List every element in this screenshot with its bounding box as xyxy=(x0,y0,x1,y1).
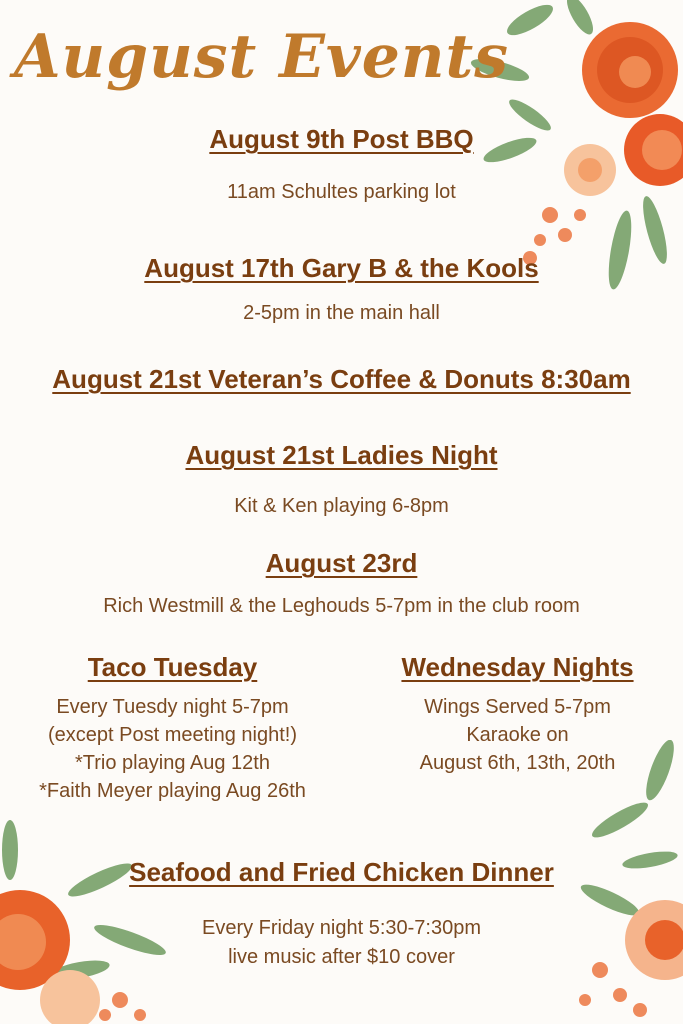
event-details-friday-line: Every Friday night 5:30-7:30pm xyxy=(201,917,482,939)
taco-tuesday-line: Every Tuesdy night 5-7pm xyxy=(56,696,289,718)
taco-tuesday-heading: Taco Tuesday xyxy=(87,652,258,682)
event-details-gary-b: 2-5pm in the main hall xyxy=(243,302,440,324)
wednesday-nights-section xyxy=(370,652,665,777)
taco-tuesday-line: (except Post meeting night!) xyxy=(47,724,297,746)
event-heading-friday-dinner: Seafood and Fried Chicken Dinner xyxy=(129,857,554,887)
event-heading-ladies-night: August 21st Ladies Night xyxy=(185,440,498,470)
wednesday-nights-line: Wings Served 5-7pm xyxy=(424,696,611,718)
taco-tuesday-line: *Faith Meyer playing Aug 26th xyxy=(39,780,306,802)
poster-title: August Events xyxy=(14,22,510,92)
event-details-post-bbq: 11am Schultes parking lot xyxy=(227,181,456,203)
wednesday-nights-line: Karaoke on xyxy=(466,724,569,746)
event-heading-gary-b: August 17th Gary B & the Kools xyxy=(144,253,539,283)
taco-tuesday-section xyxy=(10,652,335,805)
event-heading-veterans-coffee: August 21st Veteran’s Coffee & Donuts 8:30am xyxy=(52,364,631,394)
event-heading-post-bbq: August 9th Post BBQ xyxy=(209,124,474,154)
wednesday-nights-line: August 6th, 13th, 20th xyxy=(419,752,616,774)
event-heading-august-23rd: August 23rd xyxy=(265,548,418,578)
wednesday-nights-heading: Wednesday Nights xyxy=(401,652,634,682)
event-details-friday-line: live music after $10 cover xyxy=(228,946,455,968)
event-details-ladies-night: Kit & Ken playing 6-8pm xyxy=(234,495,449,517)
event-details-august-23rd: Rich Westmill & the Leghouds 5-7pm in the club room xyxy=(103,595,580,617)
taco-tuesday-line: *Trio playing Aug 12th xyxy=(75,752,270,774)
